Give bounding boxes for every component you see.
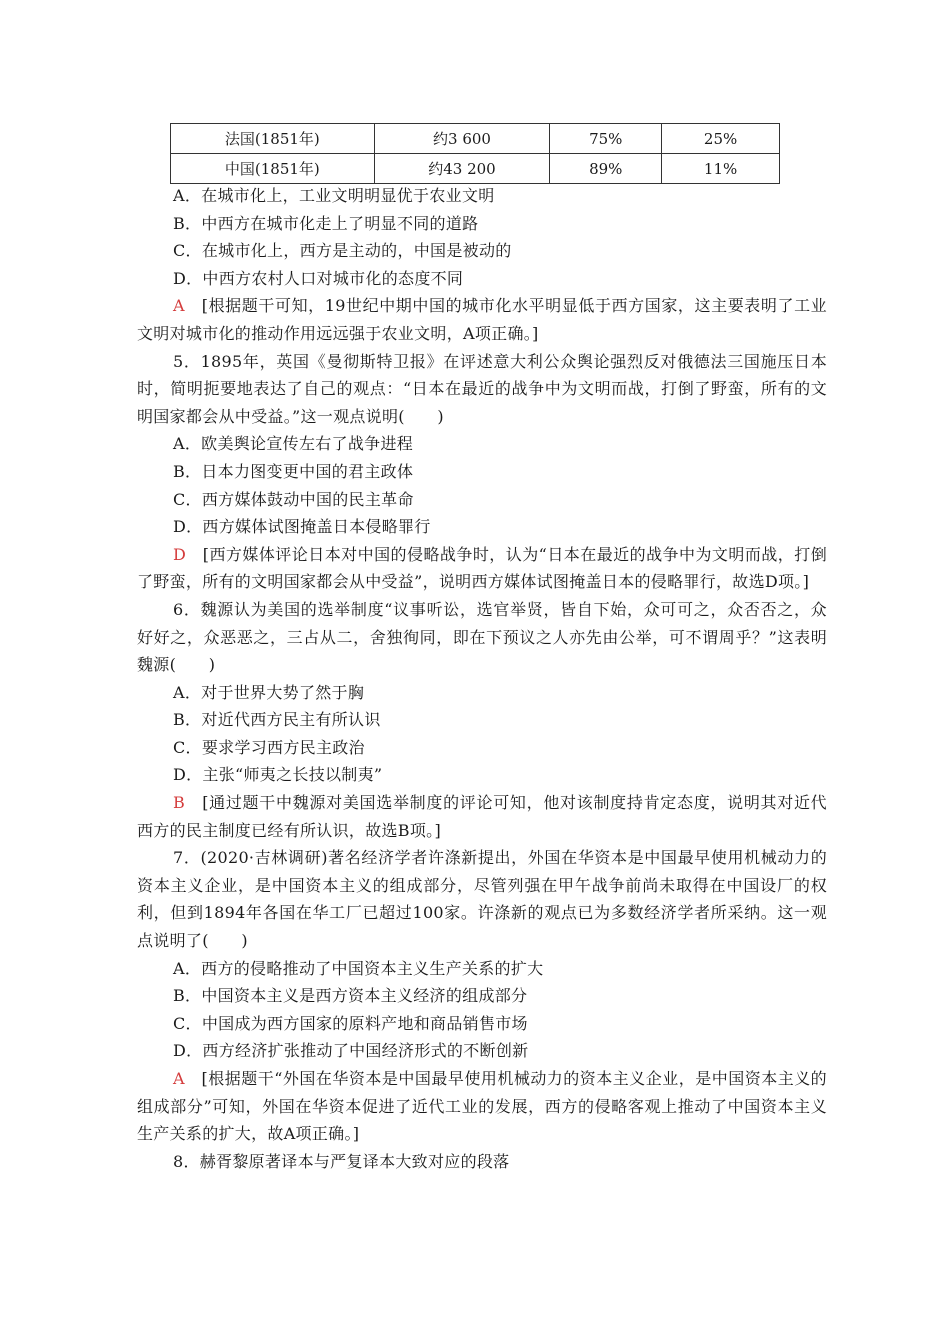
question-stem: 8．赫胥黎原著译本与严复译本大致对应的段落 xyxy=(173,1151,510,1171)
answer-explanation xyxy=(137,292,827,347)
table-cell: 约3 600 xyxy=(374,124,550,154)
explanation-text: [根据题干可知，19世纪中期中国的城市化水平明显低于西方国家，这主要表明了工业文明对城市化的推动作用远远强于农业文明，A项正确。] xyxy=(137,296,827,343)
option-c: C．西方媒体鼓动中国的民主革命 xyxy=(173,489,414,509)
answer-letter: D xyxy=(173,544,187,564)
option-d: D．主张“师夷之长技以制夷” xyxy=(173,765,383,785)
answer-letter: A xyxy=(173,1069,185,1088)
option-c: C．中国成为西方国家的原料产地和商品销售市场 xyxy=(173,1013,528,1033)
option-a: A．对于世界大势了然于胸 xyxy=(173,682,365,702)
answer-explanation xyxy=(137,541,827,596)
question-content xyxy=(137,182,827,1175)
explanation-text: [西方媒体评论日本对中国的侵略战争时，认为“日本在最近的战争中为文明而战，打倒了野蛮，所有的文明国家都会从中受益”，说明西方媒体试图掩盖日本的侵略罪行，故选D项。] xyxy=(137,544,827,592)
option-d: D．西方媒体试图掩盖日本侵略罪行 xyxy=(173,517,431,537)
option-b: B．日本力图变更中国的君主政体 xyxy=(173,461,414,481)
answer-letter: A xyxy=(173,296,185,316)
option-b: B．对近代西方民主有所认识 xyxy=(173,710,381,730)
option-b: B．中西方在城市化走上了明显不同的道路 xyxy=(173,213,479,233)
question-stem: 7．(2020·吉林调研)著名经济学者许涤新提出，外国在华资本是中国最早使用机械动力的资本主义企业，是中国资本主义的组成部分，尽管列强在甲午战争前尚未取得在中国设厂的权利，但到1894年各国在华工厂已超过100家。许涤新的观点已为多数经济学者所采纳。这一观点说明了( ) xyxy=(137,848,827,951)
option-d: D．西方经济扩张推动了中国经济形式的不断创新 xyxy=(173,1041,529,1061)
table-cell: 约43 200 xyxy=(374,154,550,184)
urbanization-table xyxy=(170,123,780,184)
table-cell: 11% xyxy=(662,154,780,184)
explanation-text: [通过题干中魏源对美国选举制度的评论可知，他对该制度持肯定态度，说明其对近代西方的民主制度已经有所认识，故选B项。] xyxy=(137,793,827,840)
table-cell: 89% xyxy=(550,154,662,184)
option-a: A．在城市化上，工业文明明显优于农业文明 xyxy=(173,186,495,205)
answer-explanation xyxy=(137,1065,827,1148)
table-cell: 中国(1851年) xyxy=(171,154,375,184)
option-a: A．欧美舆论宣传左右了战争进程 xyxy=(173,434,414,454)
table-cell: 25% xyxy=(662,124,780,154)
explanation-text: [根据题干“外国在华资本是中国最早使用机械动力的资本主义企业，是中国资本主义的组成部分”可知，外国在华资本促进了近代工业的发展，西方的侵略客观上推动了中国资本主义生产关系的扩大，故A项正确。] xyxy=(137,1069,827,1144)
answer-letter: B xyxy=(173,793,186,813)
table-row xyxy=(171,124,780,154)
table-row xyxy=(171,154,780,184)
option-c: C．要求学习西方民主政治 xyxy=(173,737,365,757)
table-cell: 法国(1851年) xyxy=(171,124,375,154)
question-stem: 5．1895年，英国《曼彻斯特卫报》在评述意大利公众舆论强烈反对俄德法三国施压日本时，简明扼要地表达了自己的观点：“日本在最近的战争中为文明而战，打倒了野蛮，所有的文明国家都会从中受益。”这一观点说明( ) xyxy=(137,351,827,426)
option-b: B．中国资本主义是西方资本主义经济的组成部分 xyxy=(173,986,528,1006)
question-stem: 6．魏源认为美国的选举制度“议事听讼，选官举贤，皆自下始，众可可之，众否否之，众好好之，众恶恶之，三占从二，舍独徇同，即在下预议之人亦先由公举，可不谓周乎？”这表明魏源( ) xyxy=(137,599,827,675)
option-d: D．中西方农村人口对城市化的态度不同 xyxy=(173,268,464,288)
answer-explanation xyxy=(137,789,827,844)
table-cell: 75% xyxy=(550,124,662,154)
option-a: A．西方的侵略推动了中国资本主义生产关系的扩大 xyxy=(173,958,544,978)
option-c: C．在城市化上，西方是主动的，中国是被动的 xyxy=(173,241,512,261)
